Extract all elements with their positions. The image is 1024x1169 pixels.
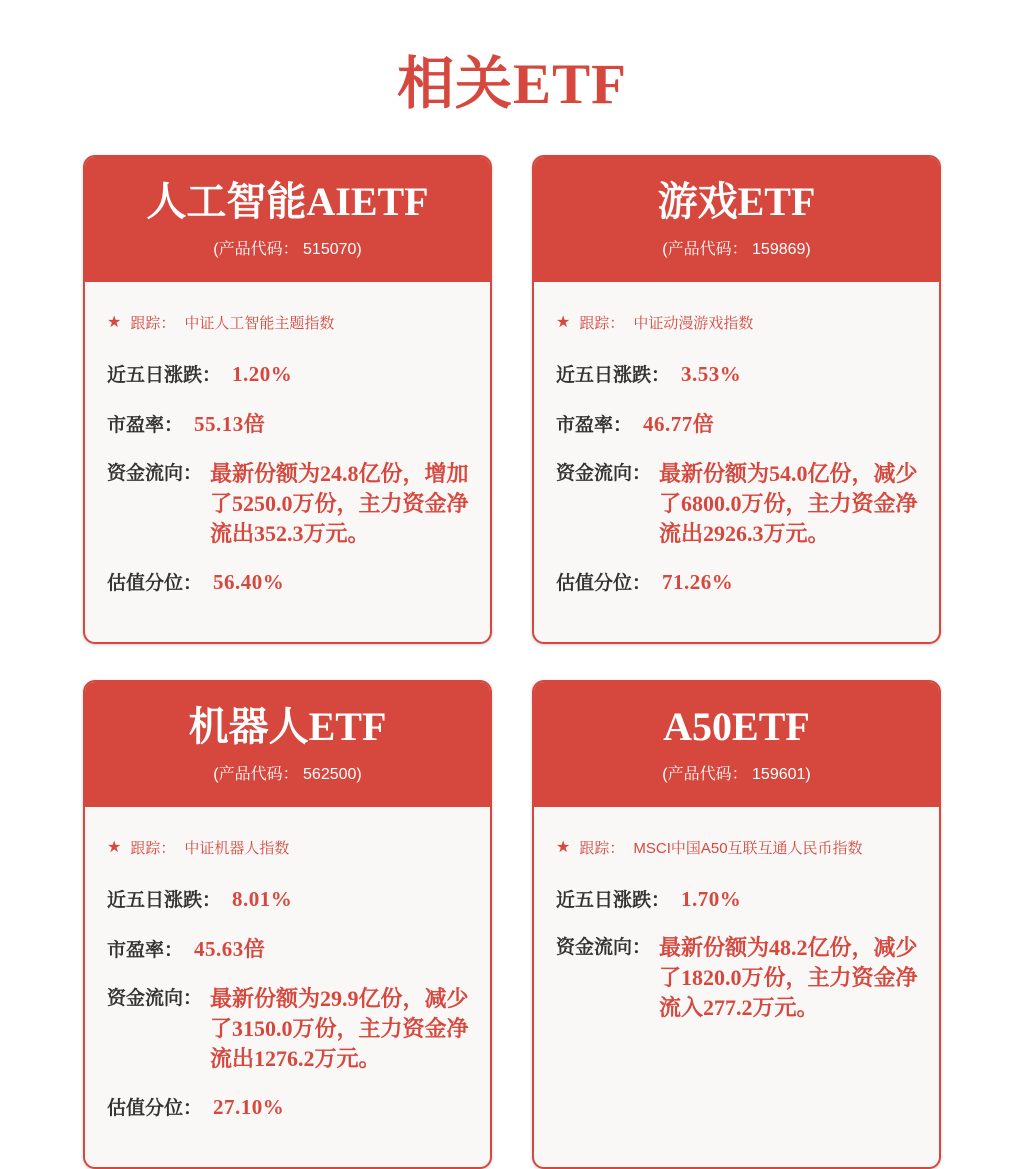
etf-card-a50 [532, 680, 941, 1169]
tracking-index-name: 中证动漫游戏指数 [633, 315, 754, 333]
pe-ratio-row [107, 408, 472, 438]
five-day-change-value: 1.20% [232, 362, 293, 387]
tracking-label: 跟踪： [130, 315, 176, 333]
fund-flow-label: 资金流向： [107, 988, 203, 1010]
card-body [85, 807, 490, 1167]
etf-card-aietf [83, 155, 492, 644]
valuation-percentile-row [107, 568, 472, 595]
tracking-index-name: MSCI中国A50互联互通人民币指数 [633, 840, 863, 858]
star-icon: ★ [556, 313, 571, 331]
card-title: 机器人ETF [188, 703, 387, 749]
tracking-row [107, 837, 472, 858]
pe-ratio-value: 45.63倍 [194, 937, 266, 962]
pe-ratio-value: 55.13倍 [194, 412, 266, 437]
fund-flow-label: 资金流向： [556, 463, 652, 485]
fund-flow-text: 最新份额为24.8亿份，增加了5250.0万份，主力资金净流出352.3万元。 [210, 461, 469, 547]
five-day-change-value: 3.53% [681, 362, 742, 387]
card-header [534, 682, 939, 807]
valuation-percentile-row [107, 1093, 472, 1120]
tracking-label: 跟踪： [130, 840, 176, 858]
pe-ratio-label: 市盈率： [556, 415, 633, 437]
card-header [85, 682, 490, 807]
star-icon: ★ [107, 313, 122, 331]
fund-flow-row [107, 984, 472, 1074]
star-icon: ★ [556, 838, 571, 856]
card-body [534, 807, 939, 1167]
five-day-change-label: 近五日涨跌： [107, 365, 222, 387]
five-day-change-value: 8.01% [232, 887, 293, 912]
etf-card-robot [83, 680, 492, 1169]
pe-ratio-row [556, 408, 921, 438]
five-day-change-label: 近五日涨跌： [556, 365, 671, 387]
five-day-change-label: 近五日涨跌： [107, 890, 222, 912]
etf-card-game [532, 155, 941, 644]
card-product-code: (产品代码： 515070) [213, 240, 362, 258]
five-day-change-row [107, 885, 472, 912]
tracking-label: 跟踪： [579, 840, 625, 858]
fund-flow-label: 资金流向： [556, 937, 652, 959]
card-title: 游戏ETF [657, 178, 816, 224]
card-product-code: (产品代码： 159869) [662, 240, 811, 258]
card-product-code: (产品代码： 562500) [213, 765, 362, 783]
card-body [85, 282, 490, 642]
valuation-percentile-label: 估值分位： [107, 1098, 203, 1120]
valuation-percentile-value: 56.40% [213, 570, 285, 595]
fund-flow-row [556, 933, 921, 1023]
valuation-percentile-row [556, 568, 921, 595]
pe-ratio-value: 46.77倍 [643, 412, 715, 437]
pe-ratio-label: 市盈率： [107, 415, 184, 437]
valuation-percentile-value: 71.26% [662, 570, 734, 595]
five-day-change-row [556, 885, 921, 912]
tracking-row [107, 312, 472, 333]
fund-flow-row [556, 459, 921, 549]
etf-cards-grid [83, 155, 941, 1169]
five-day-change-row [556, 360, 921, 387]
card-title: A50ETF [663, 703, 810, 749]
valuation-percentile-label: 估值分位： [107, 573, 203, 595]
fund-flow-row [107, 459, 472, 549]
five-day-change-row [107, 360, 472, 387]
pe-ratio-row [107, 933, 472, 963]
fund-flow-text: 最新份额为54.0亿份，减少了6800.0万份，主力资金净流出2926.3万元。 [659, 461, 918, 547]
fund-flow-text: 最新份额为48.2亿份，减少了1820.0万份，主力资金净流入277.2万元。 [659, 935, 918, 1021]
card-title: 人工智能AIETF [146, 178, 429, 224]
card-header [534, 157, 939, 282]
five-day-change-label: 近五日涨跌： [556, 890, 671, 912]
five-day-change-value: 1.70% [681, 887, 742, 912]
fund-flow-text: 最新份额为29.9亿份，减少了3150.0万份，主力资金净流出1276.2万元。 [210, 986, 469, 1072]
tracking-index-name: 中证人工智能主题指数 [184, 315, 335, 333]
star-icon: ★ [107, 838, 122, 856]
pe-ratio-label: 市盈率： [107, 940, 184, 962]
card-header [85, 157, 490, 282]
fund-flow-label: 资金流向： [107, 463, 203, 485]
page-title: 相关ETF [397, 53, 627, 117]
card-product-code: (产品代码： 159601) [662, 765, 811, 783]
tracking-row [556, 312, 921, 333]
tracking-row [556, 837, 921, 858]
tracking-index-name: 中证机器人指数 [184, 840, 290, 858]
valuation-percentile-value: 27.10% [213, 1095, 285, 1120]
valuation-percentile-label: 估值分位： [556, 573, 652, 595]
tracking-label: 跟踪： [579, 315, 625, 333]
card-body [534, 282, 939, 642]
